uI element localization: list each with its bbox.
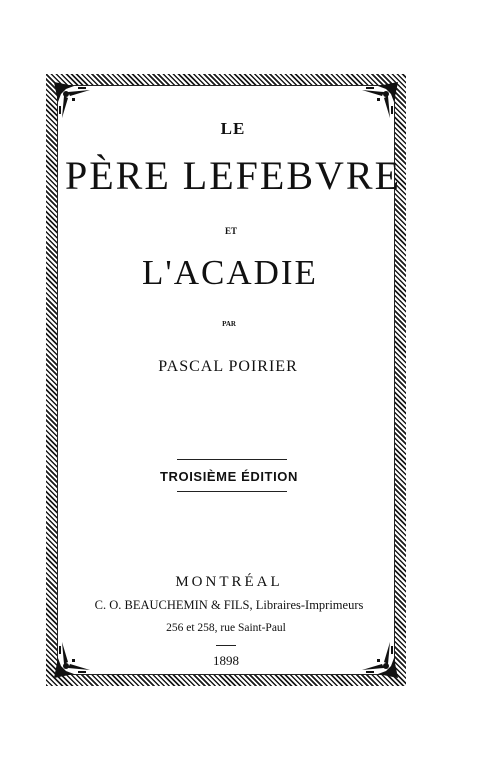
edition-rule-bottom bbox=[177, 491, 287, 492]
edition-rule-top bbox=[177, 459, 287, 460]
by-line-label: PAR bbox=[222, 320, 236, 328]
edition-label: TROISIÈME ÉDITION bbox=[159, 469, 299, 484]
fleuron-icon bbox=[360, 80, 400, 120]
title-conjunction: ET bbox=[224, 226, 237, 236]
publisher-address: 256 et 258, rue Saint-Paul bbox=[166, 622, 286, 634]
main-title: PÈRE LEFEBVRE bbox=[64, 153, 402, 198]
subtitle: L'ACADIE bbox=[142, 253, 318, 292]
publication-city: MONTRÉAL bbox=[175, 574, 283, 590]
publisher-name: C. O. BEAUCHEMIN & FILS, Libraires-Imprimeurs bbox=[94, 598, 364, 612]
year-separator bbox=[216, 645, 236, 646]
author-name: PASCAL POIRIER bbox=[158, 358, 298, 375]
fleuron-icon bbox=[52, 80, 92, 120]
publication-year: 1898 bbox=[213, 653, 239, 668]
title-article: LE bbox=[220, 119, 246, 138]
